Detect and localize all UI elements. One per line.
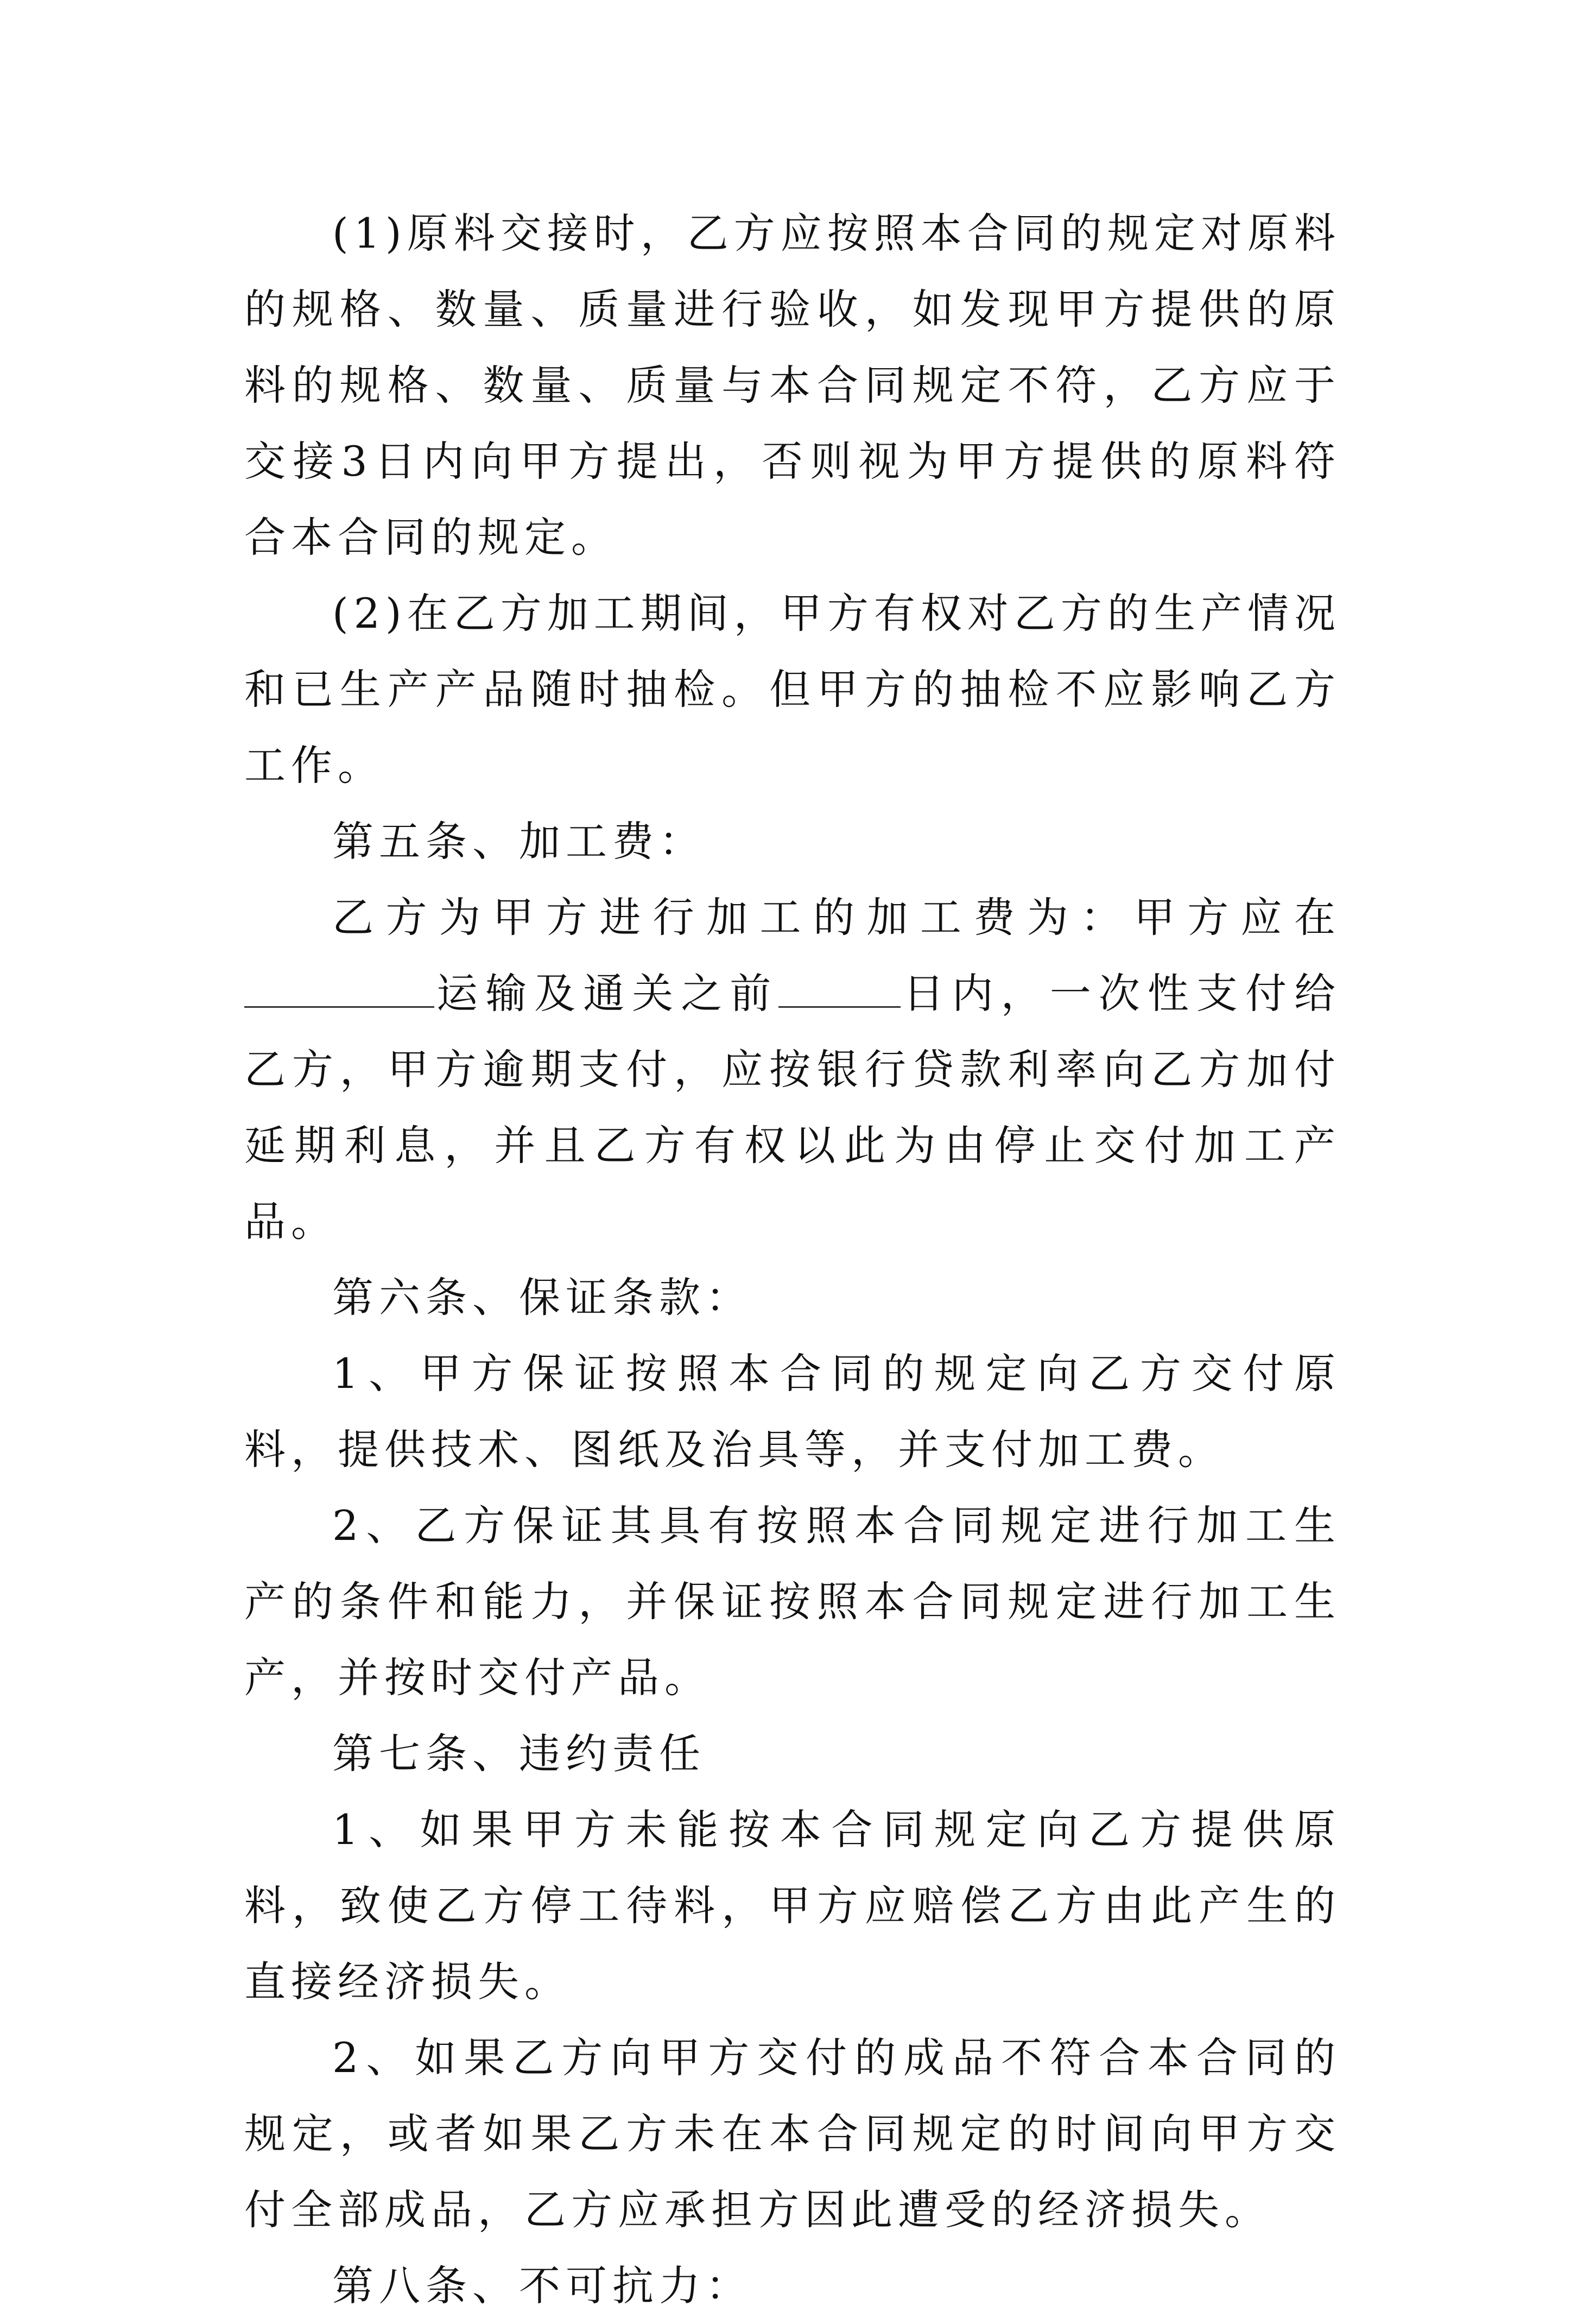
clause-4-item-1: (1)原料交接时，乙方应按照本合同的规定对原料的规格、数量、质量进行验收，如发现甲方提供的原料的规格、数量、质量与本合同规定不符，乙方应于交接3日内向甲方提出，否则视为甲方提供的原料符合本合同的规定。 (244, 209, 1341, 561)
document-body (244, 195, 1341, 2324)
article-8-heading: 第八条、不可抗力： (332, 2262, 752, 2310)
liability-item-2: 2、如果乙方向甲方交付的成品不符合本合同的规定，或者如果乙方未在本合同规定的时间向甲方交付全部成品，乙方应承担方因此遭受的经济损失。 (244, 2033, 1341, 2234)
blank-field (778, 968, 901, 1008)
processing-fee-text-2: 运输及通关之前 (434, 969, 779, 1018)
processing-fee-paragraph (244, 880, 1341, 1260)
liability-item-1: 1、如果甲方未能按本合同规定向乙方提供原料，致使乙方停工待料，甲方应赔偿乙方由此产生的直接经济损失。 (244, 1805, 1341, 2006)
processing-fee-text-1: 乙方为甲方进行加工的加工费为：甲方应在 (332, 893, 1341, 942)
guarantee-item-2: 2、乙方保证其具有按照本合同规定进行加工生产的条件和能力，并保证按照本合同规定进行加工生产，并按时交付产品。 (244, 1501, 1341, 1702)
clause-4-item-2: (2)在乙方加工期间，甲方有权对乙方的生产情况和已生产产品随时抽检。但甲方的抽检不应影响乙方工作。 (244, 589, 1341, 790)
article-6-heading: 第六条、保证条款： (332, 1273, 752, 1322)
article-5-heading: 第五条、加工费： (332, 817, 706, 866)
blank-field (244, 968, 434, 1008)
article-7-heading: 第七条、违约责任 (332, 1729, 706, 1778)
processing-fee-text-3: 日内，一次性支付给乙方，甲方逾期支付，应按银行贷款利率向乙方加付延期利息，并且乙方有权以此为由停止交付加工产品。 (244, 969, 1341, 1246)
guarantee-item-1: 1、甲方保证按照本合同的规定向乙方交付原料，提供技术、图纸及治具等，并支付加工费。 (244, 1349, 1341, 1474)
